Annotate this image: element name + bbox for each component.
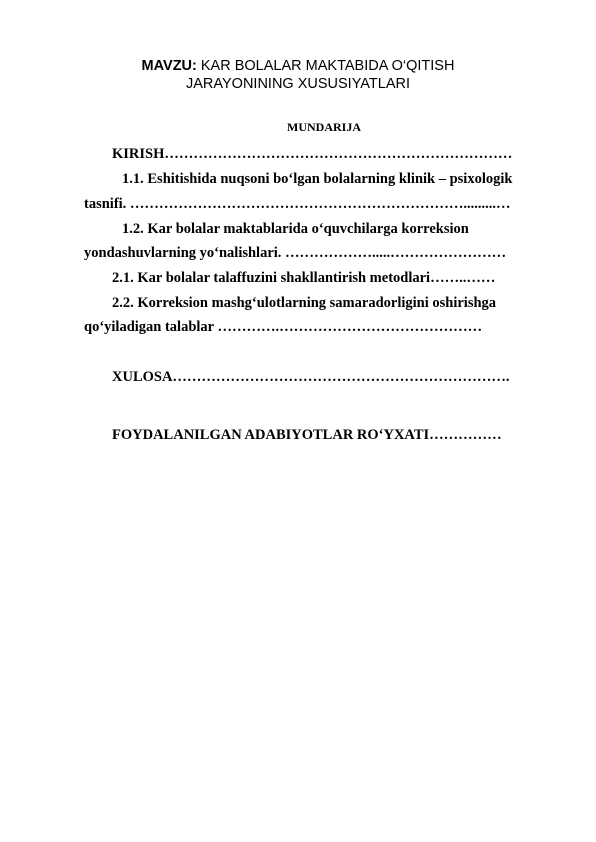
toc-entry-2-2-cont: qo‘yiladigan talablar ………….……………………………………: [84, 319, 483, 335]
toc-entry-adabiyotlar: FOYDALANILGAN ADABIYOTLAR RO‘YXATI……………: [112, 427, 502, 443]
toc-entry-2-1: 2.1. Kar bolalar talaffuzini shakllantirish metodlari……..……: [112, 270, 496, 286]
document-title-line-2: JARAYONINING XUSUSIYATLARI: [186, 76, 410, 92]
toc-entry-1-1: 1.1. Eshitishida nuqsoni bo‘lgan bolalarning klinik – psixologik: [122, 171, 513, 187]
title-lead: MAVZU:: [141, 58, 197, 74]
toc-entry-1-2-cont: yondashuvlarning yo‘nalishlari. ……………….....……………………: [84, 245, 507, 261]
toc-entry-1-2: 1.2. Kar bolalar maktablarida o‘quvchilarga korreksion: [122, 221, 469, 237]
toc-entry-2-2: 2.2. Korreksion mashg‘ulotlarning samaradorligini oshirishga: [112, 295, 497, 311]
toc-entry-kirish: KIRISH………………………………………………………………: [112, 146, 513, 162]
title-rest: KAR BOLALAR MAKTABIDA O‘QITISH: [196, 58, 455, 74]
toc-entry-1-1-cont: tasnifi. …………………………………………………………….........…: [84, 196, 511, 212]
document-title-line-1: [90, 57, 506, 75]
toc-entry-xulosa: XULOSA…………………………………………………………….: [112, 369, 510, 385]
toc-heading: MUNDARIJA: [287, 120, 361, 134]
